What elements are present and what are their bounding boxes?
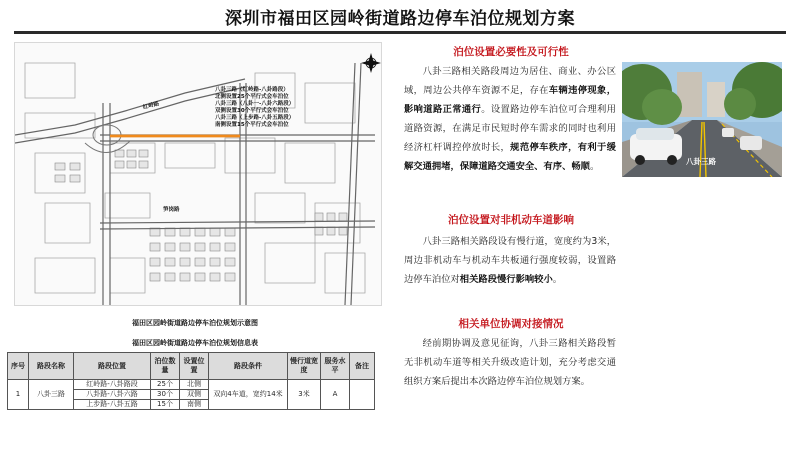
photo-caption: 八卦三路 [686, 157, 716, 166]
th-note: 备注 [350, 353, 375, 380]
th-service: 服务水平 [321, 353, 350, 380]
section-text-nonmotor: 八卦三路相关路段设有慢行道，宽度约为3米，周边非机动车与机动车共板通行强度较弱，设置路边停车泊位对相关路段慢行影响较小。 [404, 236, 616, 285]
legend-line: 八卦三路（上步路-八卦五路段） [215, 115, 295, 121]
road-label-hongling: 红岭路 [142, 101, 160, 111]
map-drawing [15, 43, 381, 305]
cell-count: 30个 [151, 390, 180, 400]
cell-setting: 双侧 [180, 390, 209, 400]
cell-position: 上步路-八卦五路 [74, 400, 151, 410]
cell-slow-width: 3米 [288, 380, 321, 410]
table-caption: 福田区园岭街道路边停车泊位规划信息表 [132, 339, 258, 347]
legend-line: 北侧设置25个平行式会车泊位 [215, 94, 289, 100]
map-caption: 福田区园岭街道路边停车泊位规划示意图 [132, 319, 258, 327]
section-text-coordination: 经前期协调及意见征询，八卦三路相关路段暂无非机动车道等相关升级改造计划，充分考虑交通组织方案后提出本次路边停车泊位规划方案。 [404, 338, 616, 387]
section-text-necessity: 八卦三路相关路段周边为居住、商业、办公区域，周边公共停车资源不足，存在车辆违停现象，影响道路正常通行。设置路边停车泊位可合理利用道路资源，在满足市民短时停车需求的同时也利用经济杠杆调控停放时长，规范停车秩序，有利于缓解交通拥堵，保障道路交通安全、有序、畅顺。 [404, 66, 616, 172]
title-divider [14, 31, 786, 34]
legend-line: 八卦三路（红岭路-八卦路段） [215, 87, 289, 93]
cell-setting: 北侧 [180, 380, 209, 390]
th-slow-width: 慢行道宽度 [288, 353, 321, 380]
legend-line: 南侧设置15个平行式会车泊位 [215, 122, 289, 128]
table-header-row [8, 353, 375, 380]
th-condition: 路段条件 [209, 353, 288, 380]
legend-line: 八卦三路（八卦一-八卦六路段） [215, 101, 295, 107]
th-count: 泊位数量 [151, 353, 180, 380]
planning-map [14, 42, 382, 306]
cell-service: A [321, 380, 350, 410]
map-legend [215, 87, 294, 129]
th-seq: 序号 [8, 353, 29, 380]
cell-condition: 双向4车道，宽约14米 [209, 380, 288, 410]
cell-road: 八卦三路 [29, 380, 74, 410]
section-heading-necessity: 泊位设置必要性及可行性 [453, 46, 569, 58]
north-arrow-icon [361, 53, 381, 73]
table-row [8, 380, 375, 390]
cell-setting: 南侧 [180, 400, 209, 410]
section-heading-coordination: 相关单位协调对接情况 [458, 318, 564, 330]
legend-line: 双侧设置30个平行式会车泊位 [215, 108, 289, 114]
th-position: 路段位置 [74, 353, 151, 380]
cell-note [350, 380, 375, 410]
street-photo [622, 62, 782, 177]
cell-count: 15个 [151, 400, 180, 410]
section-heading-nonmotor: 泊位设置对非机动车道影响 [448, 214, 574, 226]
th-setting: 设置位置 [180, 353, 209, 380]
parking-info-table [7, 352, 375, 410]
cell-position: 红岭路-八卦路段 [74, 380, 151, 390]
cell-position: 八卦路-八卦六路 [74, 390, 151, 400]
cell-count: 25个 [151, 380, 180, 390]
cell-seq: 1 [8, 380, 29, 410]
road-label-sungang: 笋岗路 [163, 207, 180, 213]
th-road: 路段名称 [29, 353, 74, 380]
page-title: 深圳市福田区园岭街道路边停车泊位规划方案 [225, 9, 575, 29]
